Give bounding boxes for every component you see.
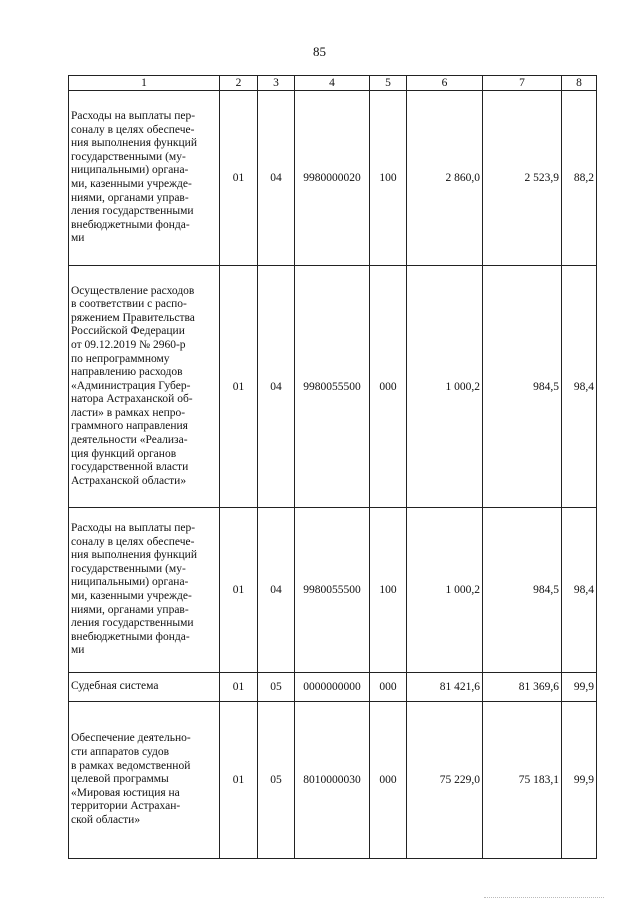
row-name-line: Обеспечение деятельно- (71, 732, 191, 745)
column-header: 5 (370, 76, 407, 91)
row-name-line: деятельности «Реализа- (71, 434, 188, 447)
subsection-code-cell: 04 (258, 266, 295, 508)
actual-amount-cell: 75 183,1 (483, 702, 562, 859)
row-name-line: соналу в целях обеспече- (71, 535, 195, 548)
table-row (69, 266, 597, 508)
row-name-line: от 09.12.2019 № 2960-р (71, 338, 186, 351)
row-name-line: ния выполнения функций (71, 549, 197, 562)
column-header: 6 (407, 76, 483, 91)
row-name-line: ми (71, 644, 85, 657)
subsection-code-cell: 04 (258, 91, 295, 266)
row-name-line: Астраханской области» (71, 474, 187, 487)
row-name-line: ской области» (71, 813, 141, 826)
row-name-line: «Администрация Губер- (71, 379, 191, 392)
target-article-cell: 8010000030 (295, 702, 370, 859)
row-name-line: ция функций органов (71, 447, 177, 460)
column-header: 3 (258, 76, 295, 91)
row-name-cell (69, 91, 220, 266)
row-name-cell (69, 673, 220, 702)
execution-percent-cell: 98,4 (562, 508, 597, 673)
target-article-cell: 0000000000 (295, 673, 370, 702)
row-name-line: ниями, органами управ- (71, 603, 189, 616)
row-name-line: направлению расходов (71, 366, 183, 379)
budget-table (68, 75, 597, 859)
planned-amount-cell: 75 229,0 (407, 702, 483, 859)
row-name-line: Расходы на выплаты пер- (71, 110, 196, 123)
row-name-line: государственными (му- (71, 562, 186, 575)
table-row (69, 91, 597, 266)
table-row (69, 702, 597, 859)
actual-amount-cell: 984,5 (483, 266, 562, 508)
scan-artifact (484, 897, 604, 898)
row-name-line: в рамках ведомственной (71, 759, 191, 772)
row-name-cell (69, 508, 220, 673)
actual-amount-cell: 984,5 (483, 508, 562, 673)
row-name-line: «Мировая юстиция на (71, 786, 180, 799)
expense-type-cell: 000 (370, 702, 407, 859)
section-code-cell: 01 (220, 266, 258, 508)
header-row (69, 76, 597, 91)
row-name-cell (69, 702, 220, 859)
row-name-line: государственной власти (71, 461, 189, 474)
section-code-cell: 01 (220, 702, 258, 859)
row-name-line: ниципальными) органа- (71, 576, 189, 589)
column-header: 4 (295, 76, 370, 91)
column-header: 1 (69, 76, 220, 91)
column-header: 8 (562, 76, 597, 91)
actual-amount-cell: 81 369,6 (483, 673, 562, 702)
column-header: 2 (220, 76, 258, 91)
section-code-cell: 01 (220, 91, 258, 266)
row-name-line: Расходы на выплаты пер- (71, 522, 196, 535)
row-name-line: ми, казенными учрежде- (71, 590, 192, 602)
row-name-line: в соответствии с распо- (71, 298, 187, 311)
row-name-line: внебюджетными фонда- (71, 630, 190, 643)
actual-amount-cell: 2 523,9 (483, 91, 562, 266)
execution-percent-cell: 99,9 (562, 673, 597, 702)
row-name-line: государственными (му- (71, 150, 186, 163)
target-article-cell: 9980000020 (295, 91, 370, 266)
row-name-line: ниципальными) органа- (71, 164, 189, 177)
planned-amount-cell: 1 000,2 (407, 266, 483, 508)
execution-percent-cell: 99,9 (562, 702, 597, 859)
row-name-line: Судебная система (71, 680, 159, 693)
row-name-line: граммного направления (71, 420, 188, 433)
row-name-line: ми (71, 232, 85, 245)
expense-type-cell: 000 (370, 266, 407, 508)
planned-amount-cell: 81 421,6 (407, 673, 483, 702)
execution-percent-cell: 88,2 (562, 91, 597, 266)
expense-type-cell: 000 (370, 673, 407, 702)
table-row (69, 508, 597, 673)
row-name-line: сти аппаратов судов (71, 746, 170, 759)
expense-type-cell: 100 (370, 508, 407, 673)
column-header: 7 (483, 76, 562, 91)
execution-percent-cell: 98,4 (562, 266, 597, 508)
row-name-line: ми, казенными учрежде- (71, 178, 192, 190)
row-name-line: внебюджетными фонда- (71, 218, 190, 231)
target-article-cell: 9980055500 (295, 266, 370, 508)
row-name-line: ления государственными (71, 617, 194, 630)
row-name-line: ряжением Правительства (71, 311, 195, 324)
row-name-cell (69, 266, 220, 508)
subsection-code-cell: 05 (258, 673, 295, 702)
row-name-line: ниями, органами управ- (71, 191, 189, 204)
table-row (69, 673, 597, 702)
expense-type-cell: 100 (370, 91, 407, 266)
planned-amount-cell: 1 000,2 (407, 508, 483, 673)
page-number: 85 (313, 44, 326, 59)
row-name-line: целевой программы (71, 773, 169, 786)
row-name-line: ления государственными (71, 205, 194, 218)
row-name-line: территории Астрахан- (71, 800, 181, 813)
row-name-line: Российской Федерации (71, 325, 185, 338)
subsection-code-cell: 05 (258, 702, 295, 859)
row-name-line: натора Астраханской об- (71, 393, 193, 406)
row-name-line: соналу в целях обеспече- (71, 123, 195, 136)
section-code-cell: 01 (220, 673, 258, 702)
row-name-line: по непрограммному (71, 352, 170, 365)
row-name-line: Осуществление расходов (71, 284, 195, 297)
row-name-line: ния выполнения функций (71, 137, 197, 150)
subsection-code-cell: 04 (258, 508, 295, 673)
row-name-line: ласти» в рамках непро- (71, 406, 186, 419)
section-code-cell: 01 (220, 508, 258, 673)
planned-amount-cell: 2 860,0 (407, 91, 483, 266)
target-article-cell: 9980055500 (295, 508, 370, 673)
